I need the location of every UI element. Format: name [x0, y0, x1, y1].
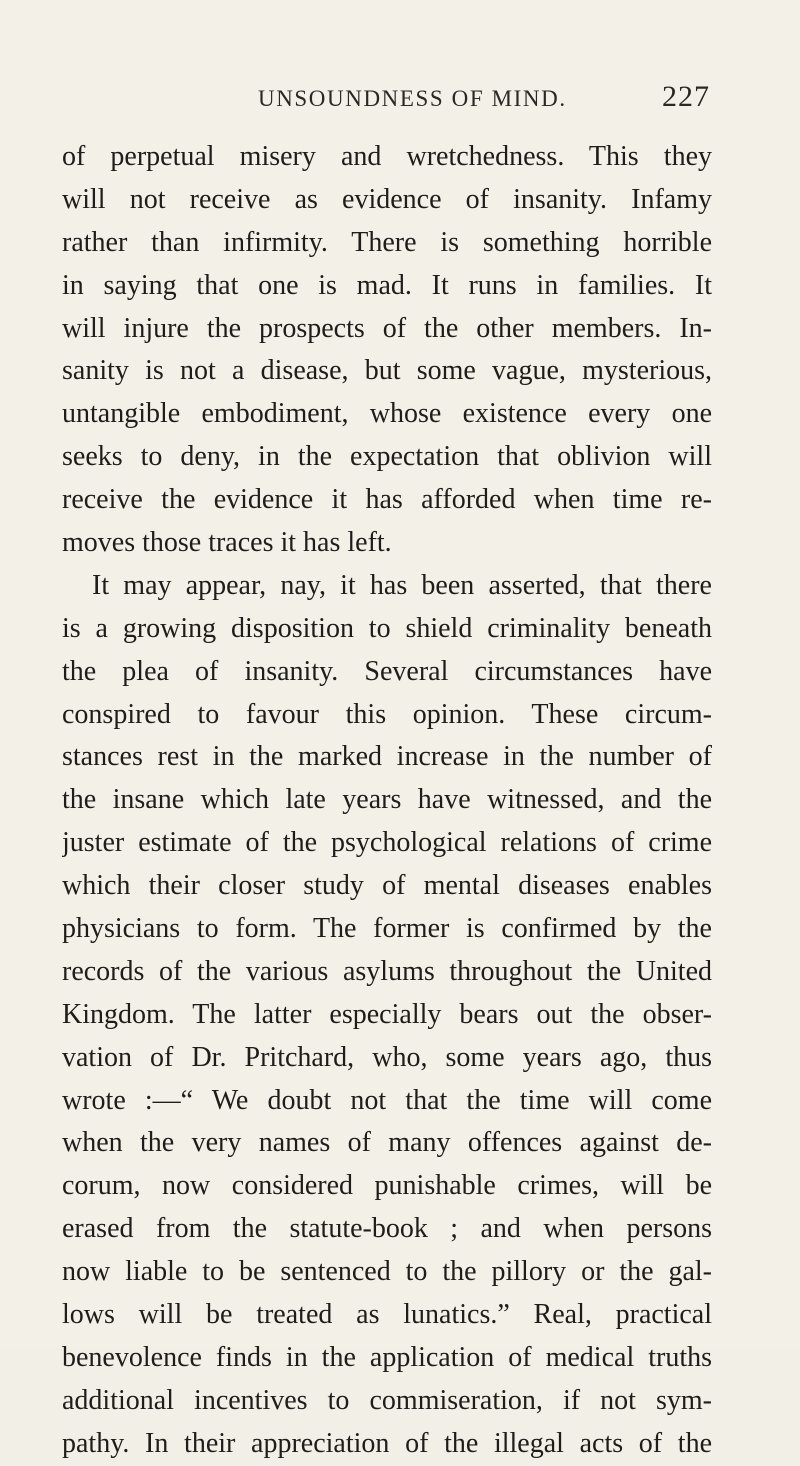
text-line: corum, now considered punishable crimes, will be: [62, 1170, 712, 1202]
text-line: It may appear, nay, it has been asserted, that there: [92, 569, 712, 601]
text-line: in saying that one is mad. It runs in families. It: [62, 269, 712, 301]
text-line: the insane which late years have witnessed, and the: [62, 784, 712, 816]
text-line: untangible embodiment, whose existence every one: [62, 398, 712, 430]
text-line: benevolence finds in the application of medical truths: [62, 1341, 712, 1373]
text-line: Kingdom. The latter especially bears out the obser-: [62, 998, 712, 1030]
text-line: stances rest in the marked increase in the number of: [62, 741, 712, 773]
text-line: pathy. In their appreciation of the illegal acts of the: [62, 1427, 712, 1459]
text-line: the plea of insanity. Several circumstances have: [62, 655, 712, 687]
text-line: vation of Dr. Pritchard, who, some years ago, thus: [62, 1041, 712, 1073]
text-line: when the very names of many offences against de-: [62, 1127, 712, 1159]
text-line: rather than infirmity. There is something horrible: [62, 226, 712, 258]
text-line: lows will be treated as lunatics.” Real, practical: [62, 1299, 712, 1331]
text-line: of perpetual misery and wretchedness. This they: [62, 141, 712, 172]
text-line: will injure the prospects of the other members. In-: [62, 312, 712, 344]
text-line: now liable to be sentenced to the pillory or the gal-: [62, 1256, 712, 1288]
text-line: will not receive as evidence of insanity. Infamy: [62, 183, 712, 215]
text-line: which their closer study of mental diseases enables: [62, 870, 712, 902]
text-line: moves those traces it has left.: [62, 527, 392, 559]
text-line: physicians to form. The former is confirmed by the: [62, 913, 712, 945]
text-line: juster estimate of the psychological relations of crime: [62, 827, 712, 859]
running-title: UNSOUNDNESS OF MIND.: [258, 86, 567, 111]
body-text: [62, 136, 712, 1466]
text-line: receive the evidence it has afforded when time re-: [62, 484, 712, 516]
text-line: is a growing disposition to shield criminality beneath: [62, 612, 712, 644]
page-number: 227: [662, 80, 710, 113]
text-line: erased from the statute-book ; and when persons: [62, 1213, 712, 1245]
text-line: seeks to deny, in the expectation that oblivion will: [62, 441, 712, 473]
text-line: additional incentives to commiseration, if not sym-: [62, 1384, 712, 1416]
text-line: sanity is not a disease, but some vague, mysterious,: [62, 355, 712, 387]
page-header: [62, 80, 710, 126]
text-line: conspired to favour this opinion. These circum-: [62, 698, 712, 730]
text-line: wrote :—“ We doubt not that the time will come: [62, 1084, 712, 1116]
text-line: records of the various asylums throughout the United: [62, 955, 712, 987]
